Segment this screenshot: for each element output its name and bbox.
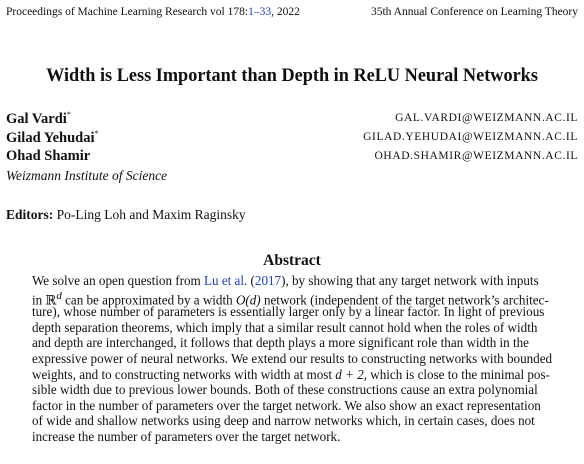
author-row [6,148,578,167]
author-name [6,129,99,147]
author-name-text: Gilad Yehudai [6,130,95,146]
abstract-text: We solve an open question from [32,273,205,288]
author-row [6,110,578,129]
conference-name: 35th Annual Conference on Learning Theory [370,6,578,18]
affiliation: Weizmann Institute of Science [6,168,168,183]
abstract-text: ), by showing that any target network with inputs [281,273,539,288]
citation-author-link[interactable]: Lu et al. [204,273,248,288]
abstract-text: in ℝ [32,291,57,307]
abstract-text: , which is close to the minimal pos- [363,366,550,382]
journal-year: , 2022 [271,6,300,18]
running-header [0,6,584,22]
equal-contribution-mark: * [94,129,99,138]
author-email[interactable]: GILAD.YEHUDAI@WEIZMANN.AC.IL [363,131,578,143]
abstract-line [32,367,580,383]
abstract-text: ( [247,273,255,288]
abstract-text: network (independent of the target network’s architec- [260,291,549,307]
math-expression: O(d) [235,291,261,307]
paper-title: Width is Less Important than Depth in ReLU Neural Networks [46,66,538,86]
abstract-body [32,273,584,445]
math-superscript: d [56,289,62,302]
author-name-text: Gal Vardi [6,111,67,127]
editors-line [6,207,246,223]
abstract-line: increase the number of parameters over the target network. [32,428,341,444]
equal-contribution-mark: * [66,110,71,119]
abstract-line: sible width due to previous lower bounds. Both of these constructions cause an extra polynomial [32,382,538,398]
author-name [6,110,71,128]
author-block [6,110,578,184]
citation-year-link[interactable]: 2017 [254,273,282,288]
journal-info [6,6,300,18]
abstract-line: and depth are interchanged, it follows that depth plays a more significant role than width in the [32,335,529,351]
math-expression: d + 2 [335,366,364,382]
abstract-text: weights, and to constructing networks with width at most [32,366,336,382]
abstract-text: can be approximated by a width [61,291,236,307]
abstract-line: of wide and shallow networks using deep and narrow networks which, in certain cases, does not [32,413,535,429]
abstract-line: factor in the number of parameters over the target network. We also show an exact representation [32,397,541,413]
abstract-heading: Abstract [263,252,321,269]
abstract-line [32,289,580,305]
abstract-line: expressive power of neural networks. We extend our results to constructing networks with bounded [32,350,553,366]
abstract-line [32,273,580,289]
abstract-line: depth separation theorems, which imply that a similar result cannot hold when the roles of width [32,319,538,335]
pages-link[interactable]: 1–33 [248,6,272,18]
author-email[interactable]: OHAD.SHAMIR@WEIZMANN.AC.IL [374,150,578,162]
editors-label: Editors: [6,207,54,222]
author-email[interactable]: GAL.VARDI@WEIZMANN.AC.IL [395,112,578,124]
editors-names: Po-Ling Loh and Maxim Raginsky [56,207,246,222]
journal-name: Proceedings of Machine Learning Research vol 178: [6,6,249,18]
author-name-text: Ohad Shamir [6,148,91,164]
abstract-line: ture), whose number of parameters is essentially larger only by a linear factor. In light of previous [32,304,545,320]
author-name [6,148,90,165]
author-row [6,129,578,148]
